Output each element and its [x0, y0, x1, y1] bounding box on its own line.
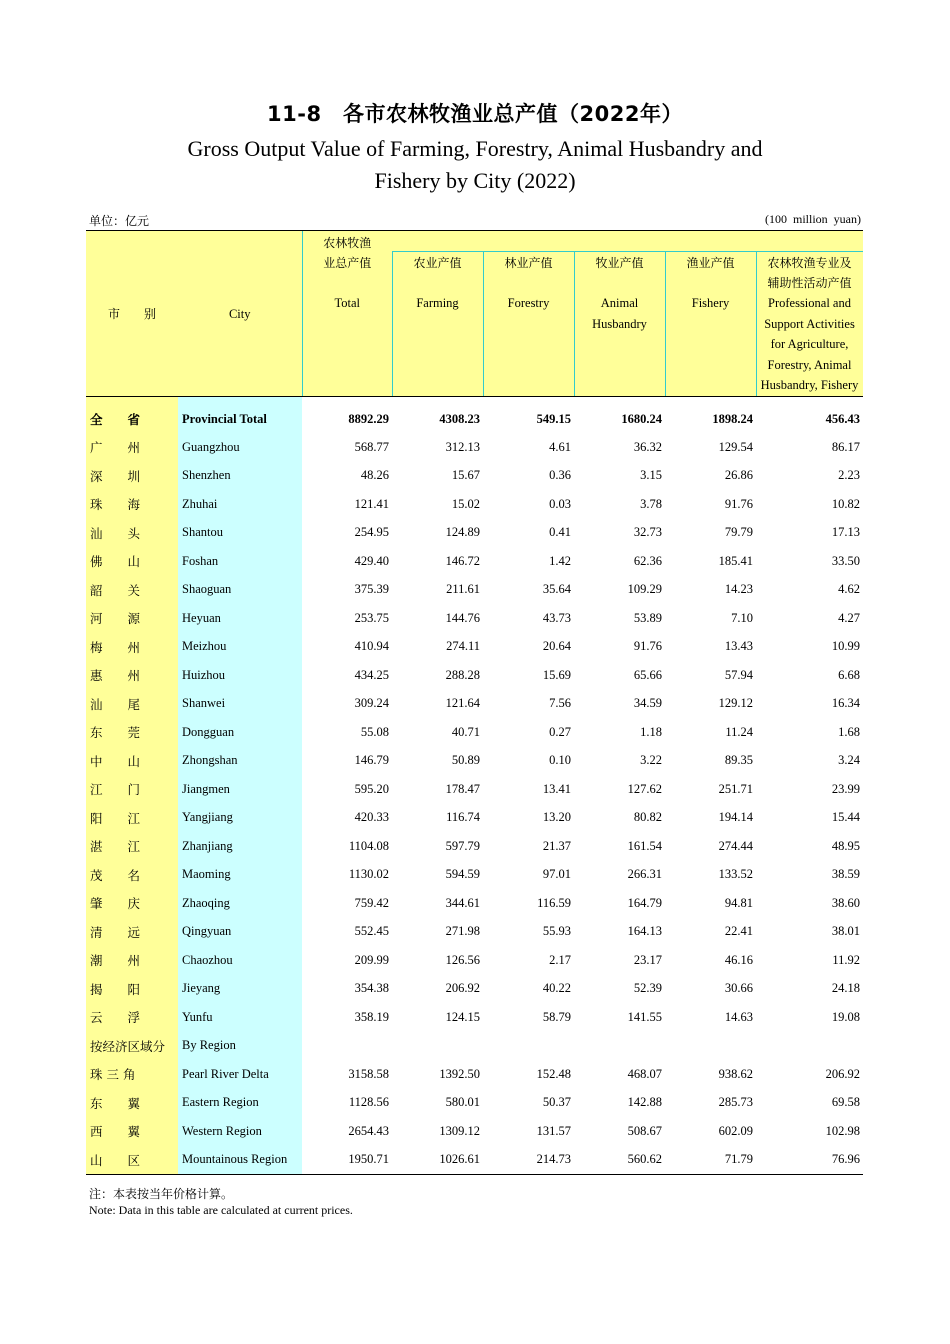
cell-farming: 50.89 — [451, 753, 480, 768]
cell-total — [302, 1032, 392, 1061]
cell-farming: 312.13 — [445, 439, 480, 454]
cell-support: 6.68 — [838, 667, 860, 682]
cell-farming: 40.71 — [451, 724, 480, 739]
cell-fishery: 79.79 — [724, 525, 753, 540]
cell-fishery: 91.76 — [724, 496, 753, 511]
table-row — [86, 661, 863, 690]
table-row — [86, 397, 863, 434]
cell-farming: 146.72 — [445, 553, 480, 568]
cell-forestry: 15.69 — [542, 667, 571, 682]
cell-support: 456.43 — [825, 411, 860, 426]
table-row — [86, 1089, 863, 1118]
cell-forestry: 20.64 — [542, 639, 571, 654]
cell-animal: 164.79 — [627, 895, 662, 910]
cell-animal: 468.07 — [627, 1066, 662, 1081]
header-support-en-1: Professional and — [768, 296, 851, 310]
cell-total: 146.79 — [354, 753, 389, 768]
cell-farming: 288.28 — [445, 667, 480, 682]
cell-support: 16.34 — [831, 696, 860, 711]
cell-farming: 1392.50 — [439, 1066, 480, 1081]
cell-total: 552.45 — [354, 924, 389, 939]
cell-total: 3158.58 — [348, 1066, 389, 1081]
cell-total: 434.25 — [354, 667, 389, 682]
table-row — [86, 975, 863, 1004]
header-total-en: Total — [334, 296, 360, 310]
cell-animal: 65.66 — [633, 667, 662, 682]
cell-city-en: Pearl River Delta — [178, 1060, 302, 1089]
table-row — [86, 1146, 863, 1175]
cell-fishery: 194.14 — [718, 810, 753, 825]
cell-fishery: 938.62 — [718, 1066, 753, 1081]
cell-animal: 142.88 — [627, 1095, 662, 1110]
cell-forestry: 549.15 — [536, 411, 571, 426]
cell-forestry: 35.64 — [542, 582, 571, 597]
table-row — [86, 1032, 863, 1061]
table-row — [86, 832, 863, 861]
cell-city-en: Heyuan — [178, 604, 302, 633]
cell-fishery: 11.24 — [725, 724, 753, 739]
cell-fishery: 602.09 — [718, 1123, 753, 1138]
cell-total: 121.41 — [354, 496, 389, 511]
cell-city-en: Chaozhou — [178, 946, 302, 975]
table-row — [86, 861, 863, 890]
cell-total: 595.20 — [354, 781, 389, 796]
cell-animal: 1.18 — [640, 724, 662, 739]
cell-farming: 274.11 — [446, 639, 480, 654]
cell-farming: 144.76 — [445, 610, 480, 625]
header-support — [756, 231, 863, 397]
table-row — [86, 804, 863, 833]
cell-animal: 3.78 — [640, 496, 662, 511]
cell-farming — [392, 1032, 483, 1061]
cell-fishery: 57.94 — [724, 667, 753, 682]
cell-city-en: Zhuhai — [178, 490, 302, 519]
cell-city-en: Zhanjiang — [178, 832, 302, 861]
cell-total: 309.24 — [354, 696, 389, 711]
cell-city-zh: 汕 头 — [86, 519, 178, 548]
cell-farming: 206.92 — [445, 981, 480, 996]
cell-animal: 266.31 — [627, 867, 662, 882]
cell-support: 23.99 — [831, 781, 860, 796]
cell-support: 11.92 — [832, 952, 860, 967]
cell-total: 1950.71 — [302, 1146, 392, 1175]
header-forestry-zh: 林业产值 — [504, 256, 553, 270]
cell-city-zh: 梅 州 — [86, 633, 178, 662]
table-row — [86, 519, 863, 548]
cell-city-zh: 东 翼 — [86, 1089, 178, 1118]
cell-support: 2.23 — [838, 468, 860, 483]
cell-fishery — [665, 1032, 756, 1061]
cell-city-zh: 佛 山 — [86, 547, 178, 576]
cell-city-zh: 深 圳 — [86, 462, 178, 491]
header-fishery-en: Fishery — [691, 296, 730, 310]
table-body — [86, 397, 863, 1175]
header-animal-zh: 牧业产值 — [595, 256, 644, 270]
cell-city-en: Jiangmen — [178, 775, 302, 804]
cell-total: 2654.43 — [348, 1123, 389, 1138]
cell-city-zh: 云 浮 — [86, 1003, 178, 1032]
cell-forestry: 43.73 — [542, 610, 571, 625]
cell-fishery: 22.41 — [724, 924, 753, 939]
cell-city-en: Provincial Total — [178, 397, 302, 434]
cell-city-zh: 西 翼 — [86, 1117, 178, 1146]
cell-support: 17.13 — [831, 525, 860, 540]
cell-animal: 62.36 — [633, 553, 662, 568]
cell-animal: 560.62 — [574, 1146, 665, 1175]
cell-support: 10.82 — [831, 496, 860, 511]
cell-city-zh: 潮 州 — [86, 946, 178, 975]
cell-farming: 15.02 — [451, 496, 480, 511]
header-forestry — [483, 231, 574, 397]
header-animal-en-2: Husbandry — [592, 316, 647, 331]
cell-fishery: 71.79 — [665, 1146, 756, 1175]
header-animal — [574, 231, 665, 397]
cell-city-en: Western Region — [178, 1117, 302, 1146]
cell-animal: 508.67 — [627, 1123, 662, 1138]
cell-forestry: 0.36 — [549, 468, 571, 483]
cell-animal: 141.55 — [627, 1009, 662, 1024]
cell-animal: 91.76 — [633, 639, 662, 654]
cell-total: 429.40 — [354, 553, 389, 568]
cell-animal: 53.89 — [633, 610, 662, 625]
header-city-zh-label: 市 别 — [107, 307, 156, 321]
table-row — [86, 1060, 863, 1089]
cell-animal — [574, 1032, 665, 1061]
cell-total: 1104.08 — [348, 838, 389, 853]
cell-total: 568.77 — [354, 439, 389, 454]
cell-fishery: 129.54 — [718, 439, 753, 454]
cell-city-zh: 东 莞 — [86, 718, 178, 747]
cell-city-en: Jieyang — [178, 975, 302, 1004]
cell-city-en: Shantou — [178, 519, 302, 548]
cell-support: 48.95 — [831, 838, 860, 853]
header-city-zh — [86, 231, 178, 397]
header-city-en — [178, 231, 302, 397]
cell-fishery: 285.73 — [718, 1095, 753, 1110]
cell-farming: 271.98 — [445, 924, 480, 939]
header-forestry-en: Forestry — [507, 296, 550, 310]
header-support-en-2: Support Activities — [764, 316, 855, 331]
cell-forestry: 0.41 — [549, 525, 571, 540]
cell-city-zh: 河 源 — [86, 604, 178, 633]
cell-forestry: 2.17 — [549, 952, 571, 967]
cell-city-en: Mountainous Region — [178, 1146, 302, 1175]
header-support-en-5: Husbandry, Fishery — [760, 378, 859, 392]
cell-city-en: Zhaoqing — [178, 889, 302, 918]
title-english-line-2: Fishery by City (2022) — [374, 168, 576, 193]
cell-forestry: 116.59 — [537, 895, 571, 910]
cell-forestry: 55.93 — [542, 924, 571, 939]
header-fishery-zh: 渔业产值 — [686, 256, 735, 270]
cell-total: 48.26 — [360, 468, 389, 483]
cell-total: 358.19 — [354, 1009, 389, 1024]
cell-forestry: 97.01 — [542, 867, 571, 882]
table-row — [86, 604, 863, 633]
cell-forestry: 40.22 — [542, 981, 571, 996]
cell-fishery: 14.63 — [724, 1009, 753, 1024]
cell-animal: 23.17 — [633, 952, 662, 967]
header-support-zh-2: 辅助性活动产值 — [767, 276, 852, 290]
cell-support: 4.62 — [838, 582, 860, 597]
cell-support: 33.50 — [831, 553, 860, 568]
cell-farming: 594.59 — [445, 867, 480, 882]
table-row — [86, 946, 863, 975]
cell-fishery: 1898.24 — [712, 411, 753, 426]
cell-city-en: Zhongshan — [178, 747, 302, 776]
header-farming-en: Farming — [416, 296, 459, 310]
cell-forestry: 152.48 — [536, 1066, 571, 1081]
cell-farming: 116.74 — [446, 810, 480, 825]
cell-city-en: By Region — [178, 1032, 302, 1061]
cell-farming: 178.47 — [445, 781, 480, 796]
cell-city-zh: 肇 庆 — [86, 889, 178, 918]
cell-support: 69.58 — [831, 1095, 860, 1110]
cell-city-en: Shenzhen — [178, 462, 302, 491]
cell-animal: 3.22 — [640, 753, 662, 768]
data-table — [86, 230, 863, 1175]
cell-city-zh: 按经济区域分 — [86, 1032, 178, 1061]
cell-fishery: 89.35 — [724, 753, 753, 768]
cell-city-zh: 汕 尾 — [86, 690, 178, 719]
table-row — [86, 775, 863, 804]
cell-forestry: 0.03 — [549, 496, 571, 511]
cell-animal: 109.29 — [627, 582, 662, 597]
unit-label-chinese: 单位：亿元 — [89, 214, 150, 228]
cell-city-en: Foshan — [178, 547, 302, 576]
cell-farming: 1026.61 — [392, 1146, 483, 1175]
note-chinese: 注：本表按当年价格计算。 — [89, 1187, 234, 1201]
cell-total: 8892.29 — [348, 411, 389, 426]
table-row — [86, 433, 863, 462]
cell-fishery: 274.44 — [718, 838, 753, 853]
cell-forestry: 7.56 — [549, 696, 571, 711]
cell-city-zh: 江 门 — [86, 775, 178, 804]
cell-support: 38.59 — [831, 867, 860, 882]
table-row — [86, 1003, 863, 1032]
cell-animal: 52.39 — [633, 981, 662, 996]
cell-city-en: Maoming — [178, 861, 302, 890]
cell-forestry: 13.41 — [542, 781, 571, 796]
table-row — [86, 918, 863, 947]
cell-city-zh: 中 山 — [86, 747, 178, 776]
cell-city-zh: 广 州 — [86, 433, 178, 462]
table-row — [86, 889, 863, 918]
cell-support: 1.68 — [838, 724, 860, 739]
table-row — [86, 490, 863, 519]
cell-farming: 1309.12 — [439, 1123, 480, 1138]
cell-fishery: 14.23 — [724, 582, 753, 597]
cell-city-en: Yangjiang — [178, 804, 302, 833]
cell-city-zh: 清 远 — [86, 918, 178, 947]
cell-farming: 580.01 — [445, 1095, 480, 1110]
cell-forestry: 50.37 — [542, 1095, 571, 1110]
table-row — [86, 690, 863, 719]
cell-farming: 121.64 — [445, 696, 480, 711]
cell-forestry: 214.73 — [483, 1146, 574, 1175]
cell-city-zh: 珠 三 角 — [86, 1060, 178, 1089]
cell-city-zh: 茂 名 — [86, 861, 178, 890]
header-farming-zh: 农业产值 — [413, 256, 462, 270]
cell-forestry: 21.37 — [542, 838, 571, 853]
cell-support: 76.96 — [756, 1146, 863, 1175]
cell-forestry: 13.20 — [542, 810, 571, 825]
cell-city-zh: 惠 州 — [86, 661, 178, 690]
cell-fishery: 185.41 — [718, 553, 753, 568]
cell-support: 19.08 — [831, 1009, 860, 1024]
cell-forestry: 58.79 — [542, 1009, 571, 1024]
cell-animal: 127.62 — [627, 781, 662, 796]
cell-city-zh: 韶 关 — [86, 576, 178, 605]
table-row — [86, 462, 863, 491]
cell-city-zh: 阳 江 — [86, 804, 178, 833]
header-support-en-3: for Agriculture, — [770, 337, 849, 351]
header-total — [302, 231, 392, 397]
cell-support: 24.18 — [831, 981, 860, 996]
cell-support: 102.98 — [825, 1123, 860, 1138]
cell-total: 354.38 — [354, 981, 389, 996]
cell-city-en: Eastern Region — [178, 1089, 302, 1118]
cell-animal: 161.54 — [627, 838, 662, 853]
cell-support: 38.60 — [831, 895, 860, 910]
header-animal-en-1: Animal — [600, 296, 639, 310]
cell-city-en: Dongguan — [178, 718, 302, 747]
cell-total: 1128.56 — [348, 1095, 389, 1110]
cell-forestry: 4.61 — [549, 439, 571, 454]
header-row — [86, 231, 863, 397]
cell-support: 206.92 — [825, 1066, 860, 1081]
cell-total: 410.94 — [354, 639, 389, 654]
cell-city-en: Meizhou — [178, 633, 302, 662]
header-fishery — [665, 231, 756, 397]
table-row — [86, 718, 863, 747]
cell-forestry — [483, 1032, 574, 1061]
header-city-en-label: City — [228, 307, 251, 321]
table-title-english — [0, 133, 950, 197]
cell-farming: 4308.23 — [439, 411, 480, 426]
cell-support: 86.17 — [831, 439, 860, 454]
cell-animal: 36.32 — [633, 439, 662, 454]
cell-city-zh: 全 省 — [86, 397, 178, 434]
cell-fishery: 26.86 — [724, 468, 753, 483]
cell-total: 254.95 — [354, 525, 389, 540]
header-support-zh-1: 农林牧渔专业及 — [767, 256, 852, 270]
cell-forestry: 0.27 — [549, 724, 571, 739]
cell-city-en: Guangzhou — [178, 433, 302, 462]
cell-support: 38.01 — [831, 924, 860, 939]
cell-support — [756, 1032, 863, 1061]
cell-farming: 124.89 — [445, 525, 480, 540]
cell-animal: 34.59 — [633, 696, 662, 711]
cell-total: 375.39 — [354, 582, 389, 597]
cell-city-zh: 揭 阳 — [86, 975, 178, 1004]
table-row — [86, 547, 863, 576]
cell-animal: 3.15 — [640, 468, 662, 483]
cell-fishery: 133.52 — [718, 867, 753, 882]
cell-fishery: 30.66 — [724, 981, 753, 996]
cell-city-en: Huizhou — [178, 661, 302, 690]
cell-animal: 32.73 — [633, 525, 662, 540]
table-title-chinese: 11-8 各市农林牧渔业总产值（2022年） — [267, 102, 683, 126]
cell-farming: 211.61 — [446, 582, 480, 597]
cell-city-zh: 湛 江 — [86, 832, 178, 861]
cell-total: 1130.02 — [348, 867, 389, 882]
table-row — [86, 1117, 863, 1146]
cell-animal: 164.13 — [627, 924, 662, 939]
cell-total: 55.08 — [360, 724, 389, 739]
cell-city-en: Yunfu — [178, 1003, 302, 1032]
cell-animal: 1680.24 — [621, 411, 662, 426]
cell-fishery: 46.16 — [724, 952, 753, 967]
cell-forestry: 131.57 — [536, 1123, 571, 1138]
cell-city-zh: 珠 海 — [86, 490, 178, 519]
cell-farming: 126.56 — [445, 952, 480, 967]
cell-forestry: 0.10 — [549, 753, 571, 768]
header-farming — [392, 231, 483, 397]
cell-total: 209.99 — [354, 952, 389, 967]
cell-total: 759.42 — [354, 895, 389, 910]
cell-fishery: 7.10 — [731, 610, 753, 625]
cell-farming: 15.67 — [451, 468, 480, 483]
cell-forestry: 1.42 — [549, 553, 571, 568]
header-total-zh-1: 农林牧渔 — [323, 236, 372, 250]
cell-farming: 124.15 — [445, 1009, 480, 1024]
cell-fishery: 129.12 — [718, 696, 753, 711]
cell-total: 420.33 — [354, 810, 389, 825]
cell-city-en: Shanwei — [178, 690, 302, 719]
cell-support: 15.44 — [831, 810, 860, 825]
note-english: Note: Data in this table are calculated at current prices. — [89, 1203, 353, 1217]
table-row — [86, 633, 863, 662]
cell-city-en: Qingyuan — [178, 918, 302, 947]
header-support-en-4: Forestry, Animal — [767, 357, 852, 372]
cell-fishery: 94.81 — [724, 895, 753, 910]
cell-farming: 344.61 — [445, 895, 480, 910]
table-row — [86, 747, 863, 776]
cell-fishery: 251.71 — [718, 781, 753, 796]
cell-total: 253.75 — [354, 610, 389, 625]
cell-support: 4.27 — [838, 610, 860, 625]
cell-city-zh: 山 区 — [86, 1146, 178, 1175]
table-row — [86, 576, 863, 605]
cell-animal: 80.82 — [633, 810, 662, 825]
title-english-line-1: Gross Output Value of Farming, Forestry, Animal Husbandry and — [187, 136, 763, 161]
header-total-zh-2: 业总产值 — [323, 256, 372, 270]
cell-support: 3.24 — [838, 753, 860, 768]
cell-support: 10.99 — [831, 639, 860, 654]
cell-farming: 597.79 — [445, 838, 480, 853]
cell-fishery: 13.43 — [724, 639, 753, 654]
unit-label-english: (100 million yuan) — [765, 212, 861, 226]
cell-city-en: Shaoguan — [178, 576, 302, 605]
